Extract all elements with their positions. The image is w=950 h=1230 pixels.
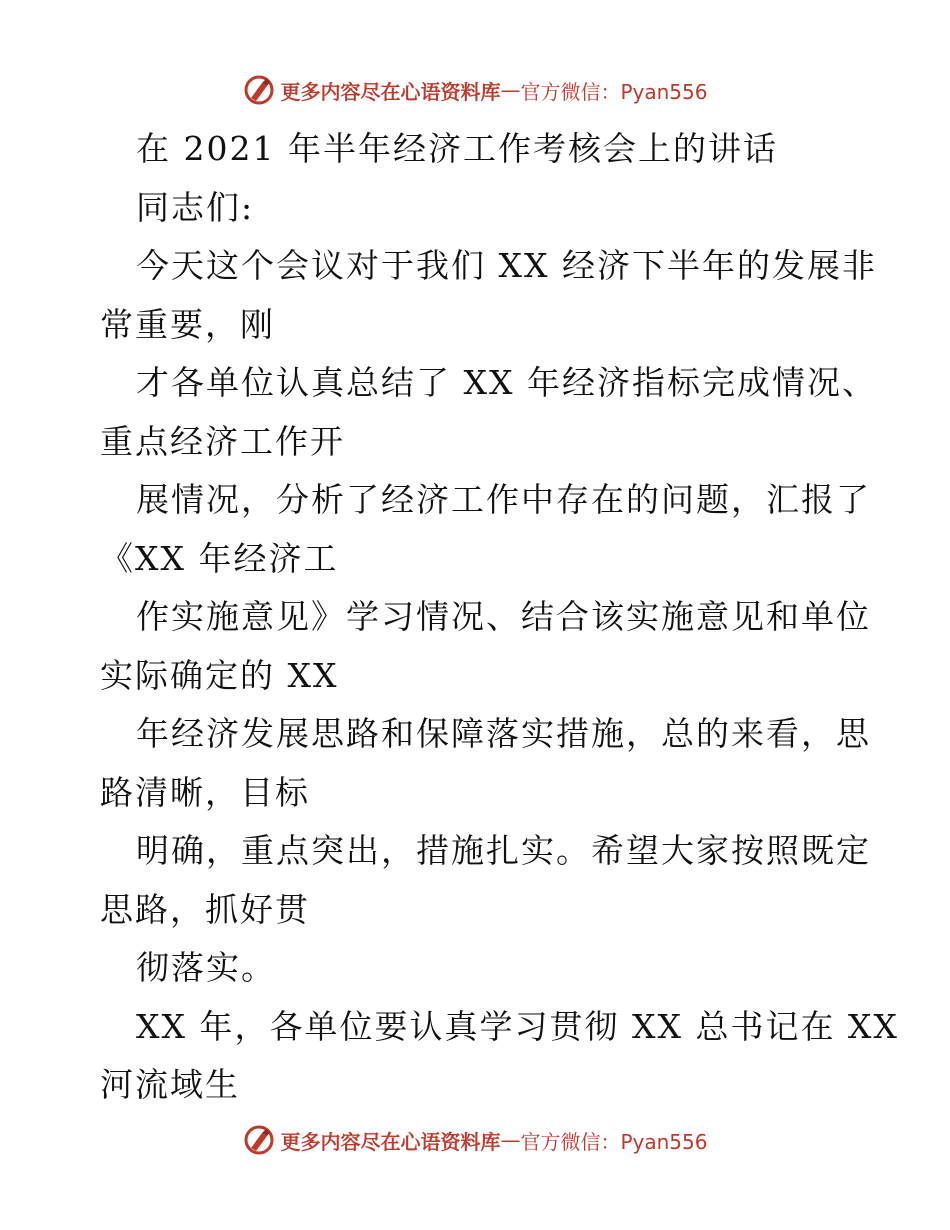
text-line: 《XX 年经济工 (100, 538, 339, 578)
text-line: XX 年，各单位要认真学习贯彻 XX 总书记在 XX (136, 1006, 899, 1046)
text-line: 常重要，刚 (100, 304, 275, 344)
footer-watermark-dash: — (500, 1128, 521, 1152)
text-line: 重点经济工作开 (100, 421, 345, 461)
text-line: 路清晰，目标 (100, 772, 310, 812)
text-line: 年经济发展思路和保障落实措施，总的来看，思 (136, 714, 871, 753)
pen-nib-logo-icon (242, 1123, 276, 1157)
footer-watermark-contact: 官方微信：Pyan556 (520, 1129, 708, 1154)
text-line: 实际确定的 XX (100, 655, 339, 695)
text-line: 明确，重点突出，措施扎实。希望大家按照既定 (136, 831, 871, 870)
text-line: 才各单位认真总结了 XX 年经济指标完成情况、 (136, 363, 877, 402)
text-line: 彻落实。 (136, 948, 276, 987)
header-watermark-contact: 官方微信：Pyan556 (520, 79, 708, 104)
document-title: 在 2021 年半年经济工作考核会上的讲话 (136, 129, 778, 168)
footer-watermark-banner (0, 1120, 950, 1160)
text-line: 作实施意见》学习情况、结合该实施意见和单位 (136, 597, 871, 636)
header-watermark-banner (0, 70, 950, 110)
pen-nib-logo-icon (242, 73, 276, 107)
text-line: 思路，抓好贯 (100, 889, 310, 929)
text-line: 展情况，分析了经济工作中存在的问题，汇报了 (136, 480, 871, 519)
header-watermark-text: 更多内容尽在心语资料库 (280, 79, 501, 104)
text-line: 河流域生 (100, 1065, 240, 1104)
document-body (100, 120, 899, 1115)
footer-watermark-text: 更多内容尽在心语资料库 (280, 1129, 501, 1154)
header-watermark-dash: — (500, 78, 521, 102)
salutation-line: 同志们: (136, 187, 255, 227)
text-line: 今天这个会议对于我们 XX 经济下半年的发展非 (136, 246, 877, 285)
